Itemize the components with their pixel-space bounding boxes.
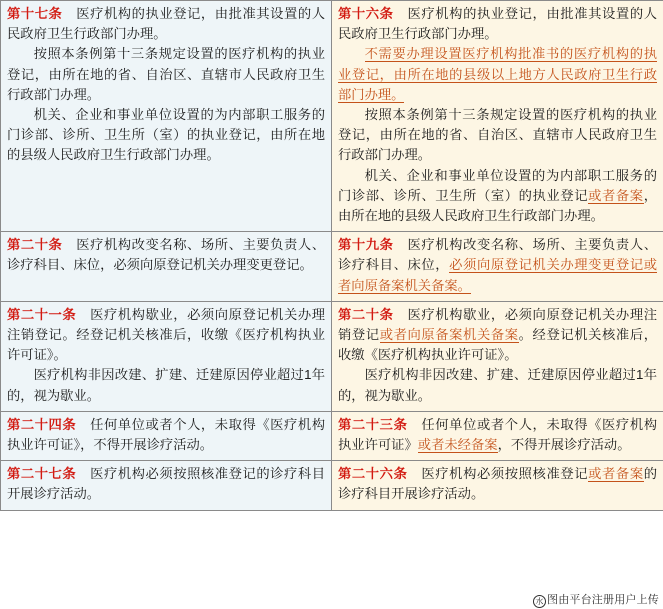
article-text-after: 。经登记机关核准后，收缴《医疗机构执业许可证》。 bbox=[338, 327, 658, 363]
table-row bbox=[1, 461, 663, 510]
watermark bbox=[531, 591, 661, 608]
paragraph bbox=[7, 415, 325, 455]
amended-text: 或者备案 bbox=[588, 466, 644, 482]
article-text: 医疗机构的执业登记，由批准其设置的人民政府卫生行政部门办理。 bbox=[338, 6, 658, 42]
article-number: 第二十七条 bbox=[7, 466, 77, 482]
amended-article-cell bbox=[332, 461, 663, 510]
article-text: 医疗机构必须按照核准登记 bbox=[407, 466, 589, 482]
paragraph bbox=[338, 464, 657, 504]
paragraph: 按照本条例第十三条规定设置的医疗机构的执业登记，由所在地的省、自治区、直辖市人民政府卫生行政部门办理。 bbox=[338, 107, 657, 163]
paragraph bbox=[338, 305, 657, 366]
article-number: 第十六条 bbox=[338, 6, 394, 21]
article-number: 第二十一条 bbox=[7, 306, 77, 322]
paragraph bbox=[338, 4, 657, 44]
original-article-cell bbox=[1, 461, 332, 510]
paragraph bbox=[338, 235, 657, 296]
amended-article-cell bbox=[332, 411, 663, 460]
article-number: 第二十条 bbox=[338, 306, 394, 322]
article-number: 第二十三条 bbox=[338, 416, 408, 432]
article-text: 医疗机构的执业登记，由批准其设置的人民政府卫生行政部门办理。 bbox=[7, 6, 326, 42]
watermark-text: 图由平台注册用户上传 bbox=[547, 594, 659, 606]
amended-article-cell bbox=[332, 301, 663, 411]
amended-text: 或者向原备案机关备案 bbox=[379, 327, 519, 343]
table-row bbox=[1, 301, 663, 411]
paragraph bbox=[7, 464, 325, 504]
article-text-after: ，由所在地的县级人民政府卫生行政部门办理。 bbox=[338, 187, 658, 224]
amended-article-cell bbox=[332, 232, 663, 302]
article-text: 机关、企业和事业单位设置的为内部职工服务的门诊部、诊所、卫生所（室）的执业登记 bbox=[338, 167, 657, 203]
amended-text: 或者未经备案 bbox=[417, 437, 498, 453]
article-number: 第二十四条 bbox=[7, 416, 77, 432]
amended-article-cell bbox=[332, 1, 663, 232]
article-text: 任何单位或者个人，未取得《医疗机构执业许可证》，不得开展诊疗活动。 bbox=[7, 416, 326, 453]
amended-text: 必须向原登记机关办理变更登记或者向原备案机关备案。 bbox=[338, 257, 658, 293]
watermark-circle-icon: 水 bbox=[533, 595, 546, 608]
original-article-cell bbox=[1, 411, 332, 460]
article-text: 医疗机构歇业，必须向原登记机关办理注销登记 bbox=[338, 306, 658, 343]
article-number: 第十七条 bbox=[7, 6, 63, 21]
amended-text: 不需要办理设置医疗机构批准书的医疗机构的执业登记，由所在地的县级以上地方人民政府卫生行政部门办理。 bbox=[338, 46, 657, 102]
article-number: 第二十六条 bbox=[338, 466, 408, 482]
original-article-cell bbox=[1, 1, 332, 232]
paragraph: 医疗机构非因改建、扩建、迁建原因停业超过1年的，视为歇业。 bbox=[338, 367, 657, 403]
article-text: 医疗机构改变名称、场所、主要负责人、诊疗科目、床位， bbox=[338, 237, 658, 273]
table-row bbox=[1, 1, 663, 232]
amended-text: 或者备案 bbox=[588, 187, 644, 203]
article-number: 第十九条 bbox=[338, 237, 394, 253]
paragraph bbox=[7, 305, 325, 366]
paragraph: 按照本条例第十三条规定设置的医疗机构的执业登记，由所在地的省、自治区、直辖市人民政府卫生行政部门办理。 bbox=[7, 46, 325, 102]
paragraph: 机关、企业和事业单位设置的为内部职工服务的门诊部、诊所、卫生所（室）的执业登记，由所在地的县级人民政府卫生行政部门办理。 bbox=[7, 107, 325, 163]
paragraph-amended bbox=[338, 44, 657, 105]
table-row bbox=[1, 411, 663, 460]
paragraph bbox=[338, 166, 657, 227]
article-number: 第二十条 bbox=[7, 237, 63, 253]
article-text: 医疗机构必须按照核准登记的诊疗科目开展诊疗活动。 bbox=[7, 466, 326, 502]
table-row bbox=[1, 232, 663, 302]
original-article-cell bbox=[1, 301, 332, 411]
original-article-cell bbox=[1, 232, 332, 302]
article-text-after: ，不得开展诊疗活动。 bbox=[497, 437, 631, 453]
article-text-after: 的诊疗科目开展诊疗活动。 bbox=[338, 466, 658, 502]
paragraph: 医疗机构非因改建、扩建、迁建原因停业超过1年的，视为歇业。 bbox=[7, 367, 325, 403]
article-text: 医疗机构改变名称、场所、主要负责人、诊疗科目、床位，必须向原登记机关办理变更登记。 bbox=[7, 237, 326, 273]
article-text: 任何单位或者个人，未取得《医疗机构执业许可证》 bbox=[338, 416, 658, 453]
paragraph bbox=[7, 235, 325, 275]
article-text: 医疗机构歇业，必须向原登记机关办理注销登记。经登记机关核准后，收缴《医疗机构执业许可证》。 bbox=[7, 306, 326, 363]
paragraph bbox=[338, 415, 657, 455]
paragraph bbox=[7, 4, 325, 44]
